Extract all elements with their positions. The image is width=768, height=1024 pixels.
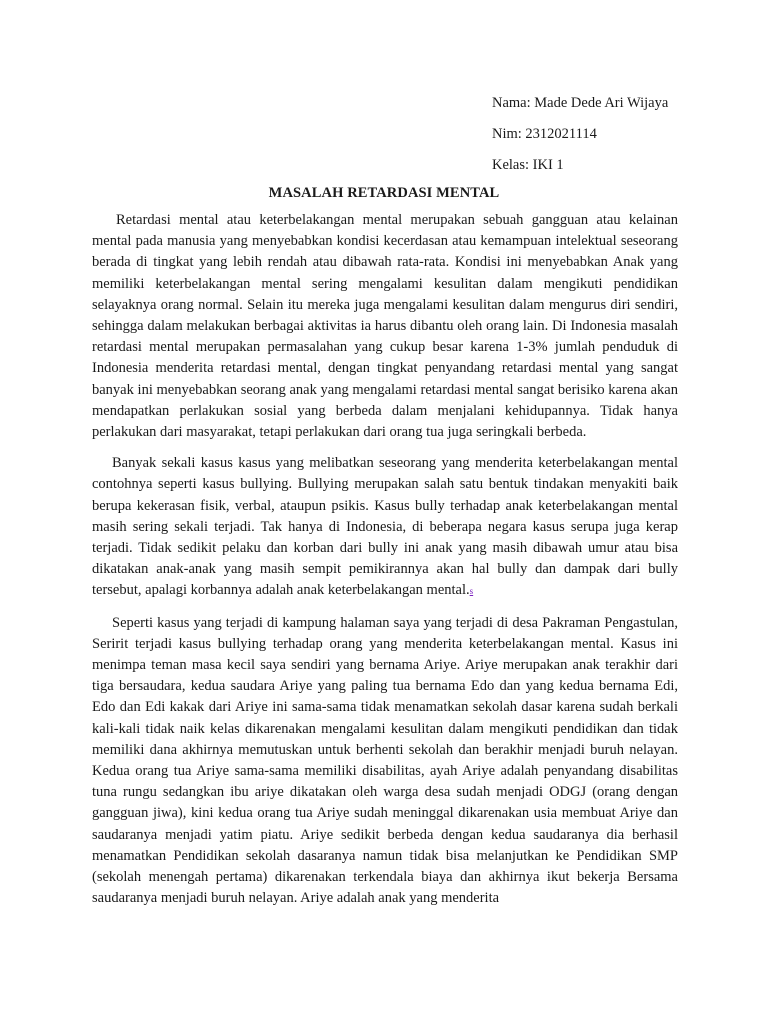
document-body	[92, 210, 678, 920]
footnote-link-mark[interactable]: s	[469, 586, 474, 597]
student-nim: Nim: 2312021114	[492, 126, 597, 142]
student-info	[492, 88, 668, 181]
document-title: MASALAH RETARDASI MENTAL	[268, 185, 500, 201]
paragraph-2-text: Banyak sekali kasus kasus yang melibatkan seseorang yang menderita keterbelakangan mental contohnya seperti kasus bullying. Bullying merupakan salah satu bentuk tindakan menyakiti baik berupa kekerasan fisik, verbal, ataupun psikis. Kasus bully terhadap anak keterbelakangan mental masih sering sekali terjadi. Tak hanya di Indonesia, di beberapa negara kasus serupa juga kerap terjadi. Tidak sedikit pelaku dan korban dari bully ini anak yang masih dibawah umur atau bisa dikatakan anak-anak yang masih sempit pemikirannya akan hal bully dan dampak dari bully tersebut, apalagi korbannya adalah anak keterbelakangan mental.	[92, 455, 678, 599]
student-class: Kelas: IKI 1	[492, 157, 564, 173]
paragraph-1: Retardasi mental atau keterbelakangan mental merupakan sebuah gangguan atau kelainan mental pada manusia yang menyebabkan kondisi kecerdasan atau kemampuan intelektual seseorang berada di tingkat yang lebih rendah atau dibawah rata-rata. Kondisi ini menyebabkan Anak yang memiliki keterbelakangan mental sering mengalami kesulitan dalam mengikuti pendidikan selayaknya orang normal. Selain itu mereka juga mengalami kesulitan dalam mengurus diri sendiri, sehingga dalam melakukan berbagai aktivitas ia harus dibantu oleh orang lain. Di Indonesia masalah retardasi mental merupakan permasalahan yang cukup besar karena 1-3% jumlah penduduk di Indonesia menderita retardasi mental, dengan tingkat penyandang retardasi mental yang sangat banyak ini menyebabkan seorang anak yang mengalami retardasi mental sangat berisiko karena akan mendapatkan perlakukan sosial yang berbeda dalam menjalani kehidupannya. Tidak hanya perlakukan dari masyarakat, tetapi perlakukan dari orang tua juga seringkali berbeda.	[92, 212, 678, 441]
student-name: Nama: Made Dede Ari Wijaya	[492, 95, 669, 111]
paragraph-3: Seperti kasus yang terjadi di kampung halaman saya yang terjadi di desa Pakraman Pengastulan, Seririt terjadi kasus bullying terhadap orang yang menderita keterbelakangan mental. Kasus ini menimpa teman masa kecil saya sendiri yang bernama Ariye. Ariye merupakan anak terakhir dari tiga bersaudara, kedua saudara Ariye yang paling tua bernama Edo dan yang kedua bernama Edi, Edo dan Edi kakak dari Ariye ini sama-sama tidak menamatkan sekolah dasar karena sudah berkali kali-kali tidak naik kelas dikarenakan mengalami kesulitan dalam mengikuti pendidikan dan tidak memiliki dana akhirnya memutuskan untuk berhenti sekolah dan berakhir menjadi buruh nelayan. Kedua orang tua Ariye sama-sama memiliki disabilitas, ayah Ariye adalah penyandang disabilitas tuna rungu sedangkan ibu ariye dikatakan oleh warga desa sudah menjadi ODGJ (orang dengan gangguan jiwa), kini kedua orang tua Ariye sudah meninggal dikarenakan usia membuat Ariye dan saudaranya menjadi yatim piatu. Ariye sedikit berbeda dengan kedua saudaranya dia berhasil menamatkan Pendidikan sekolah dasaranya namun tidak bisa melanjutkan ke Pendidikan SMP (sekolah menengah pertama) dikarenakan terkendala biaya dan akhirnya ikut bekerja Bersama saudaranya menjadi buruh nelayan. Ariye adalah anak yang menderita	[92, 614, 678, 907]
paragraph-2	[92, 453, 678, 602]
